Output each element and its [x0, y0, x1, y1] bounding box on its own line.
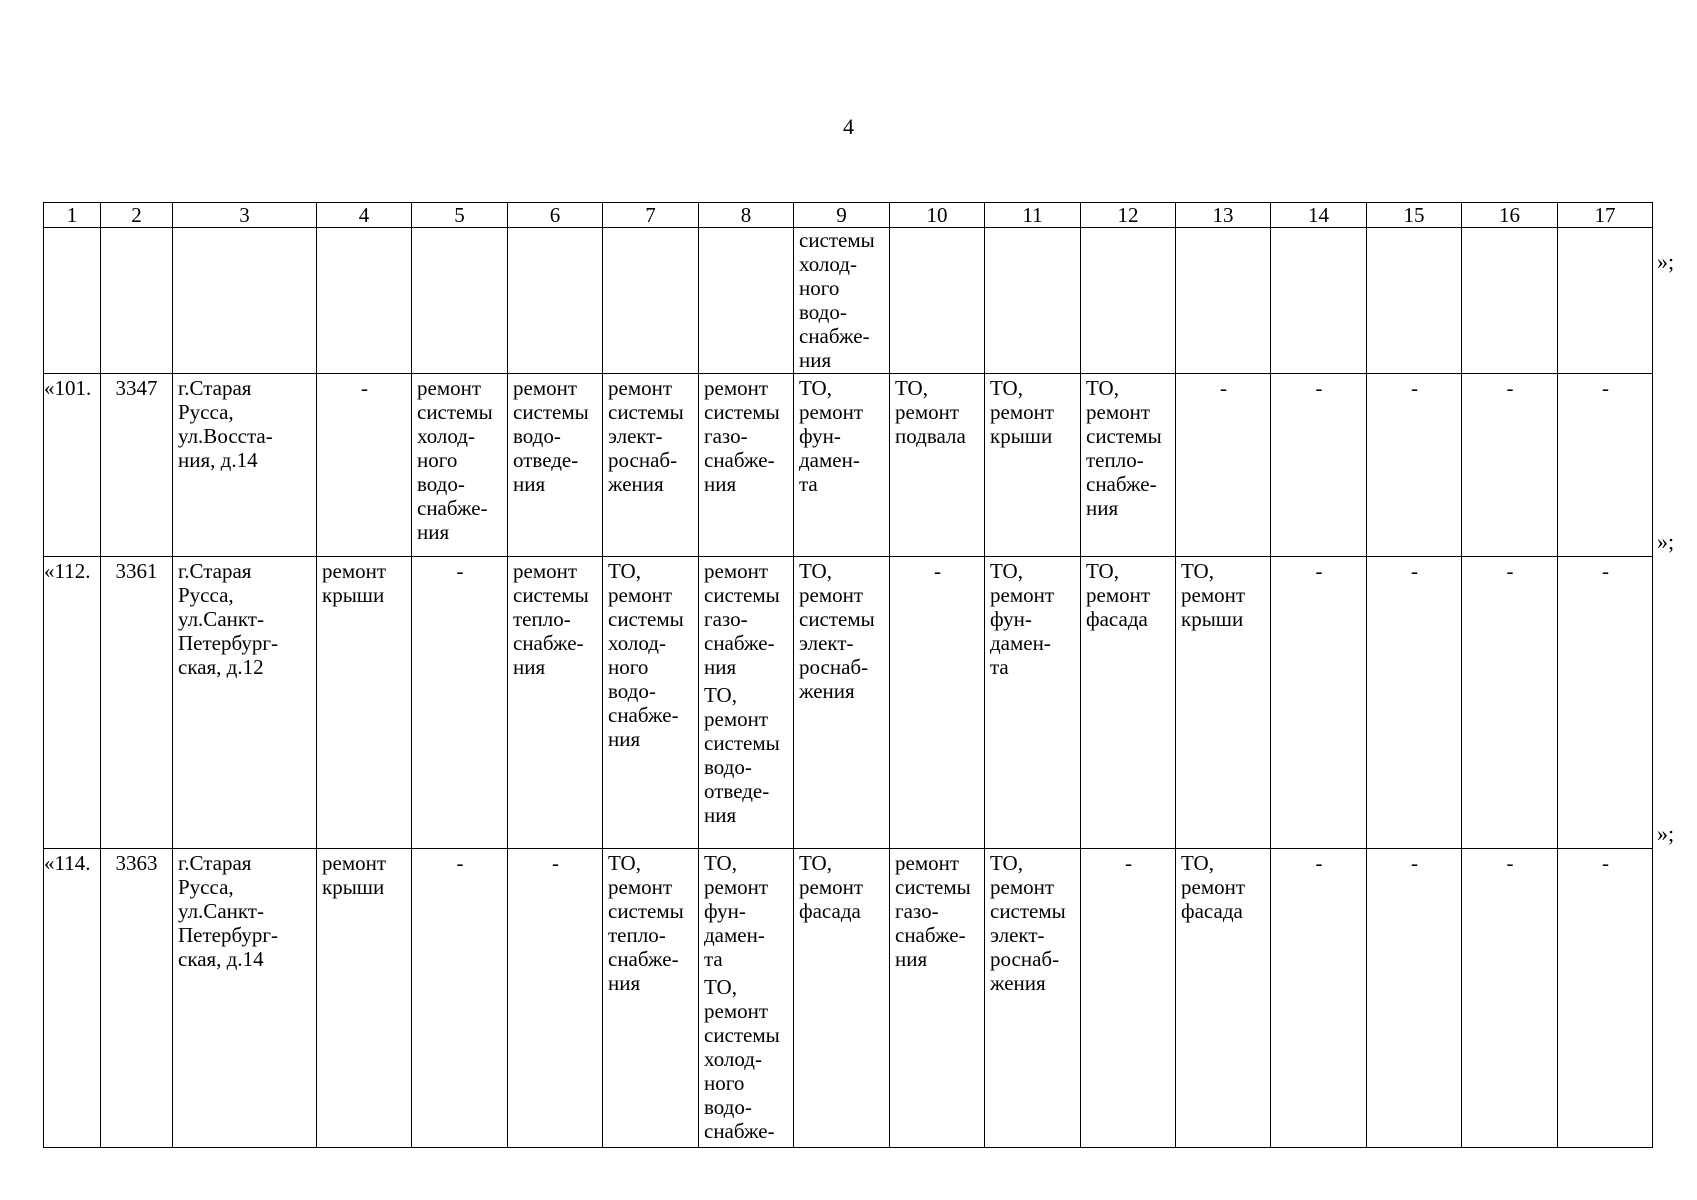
table-cell — [985, 557, 1081, 849]
cell-line: ремонт — [513, 376, 578, 400]
column-number: 8 — [699, 203, 794, 228]
cell-line: ния — [608, 727, 641, 751]
cell-line: ния — [704, 803, 737, 827]
cell-line: Русса, — [178, 583, 234, 607]
cell-line: холод- — [799, 252, 857, 276]
cell-line: ремонт — [608, 875, 673, 899]
cell-line: ремонт — [608, 376, 673, 400]
cell-line: ного — [704, 1071, 745, 1095]
table-cell: - — [1462, 849, 1558, 1148]
cell-line: ремонт — [704, 707, 769, 731]
cell-line: системы — [1086, 424, 1162, 448]
object-code: 3361 — [101, 557, 173, 849]
cell-line: водо- — [608, 679, 656, 703]
table-cell — [1081, 374, 1176, 557]
table-cell — [508, 557, 603, 849]
table-cell: - — [1558, 374, 1653, 557]
cell-line: снабже- — [608, 703, 679, 727]
cell-line: ния — [417, 520, 450, 544]
table-cell: - — [412, 557, 508, 849]
cell-line: газо- — [704, 424, 748, 448]
cell-line: ремонт — [1086, 583, 1151, 607]
cell-line: фун- — [799, 424, 841, 448]
cell-line: снабже- — [1086, 472, 1157, 496]
table-cell — [794, 557, 890, 849]
cell-line: системы — [799, 228, 875, 252]
work-entry — [704, 975, 789, 1143]
table-cell — [1367, 228, 1462, 374]
cell-line: снабже- — [704, 1119, 775, 1143]
column-number: 1 — [44, 203, 101, 228]
cell-line: элект- — [608, 424, 663, 448]
table-cell — [890, 228, 985, 374]
column-number: 15 — [1367, 203, 1462, 228]
cell-line: ул.Восста- — [178, 424, 273, 448]
page-number: 4 — [843, 114, 854, 139]
cell-line: системы — [704, 400, 780, 424]
cell-line: ремонт — [322, 559, 387, 583]
row-closing-quote: »; — [1657, 249, 1675, 274]
cell-line: роснаб- — [608, 448, 678, 472]
row-index: «112. — [44, 557, 101, 849]
cell-line: ния — [513, 472, 546, 496]
table-cell — [412, 374, 508, 557]
table-cell: - — [1271, 374, 1367, 557]
cell-line: ТО, — [704, 851, 737, 875]
table-cell — [317, 228, 412, 374]
cell-line: ния — [704, 472, 737, 496]
cell-line: водо- — [704, 1095, 752, 1119]
cell-line: ТО, — [1181, 851, 1214, 875]
cell-line: ремонт — [513, 559, 578, 583]
cell-line: ТО, — [799, 851, 832, 875]
table-cell — [890, 849, 985, 1148]
address-cell — [173, 557, 317, 849]
cell-line: ТО, — [608, 559, 641, 583]
cell-line: ремонт — [1181, 875, 1246, 899]
cell-line: системы — [799, 607, 875, 631]
cell-line: крыши — [990, 424, 1053, 448]
column-number: 5 — [412, 203, 508, 228]
table-cell — [1081, 228, 1176, 374]
cell-line: системы — [608, 607, 684, 631]
cell-line: фун- — [704, 899, 746, 923]
table-cell: - — [1367, 374, 1462, 557]
table-cell: - — [1271, 849, 1367, 1148]
cell-line: снабже- — [799, 324, 870, 348]
cell-line: снабже- — [417, 496, 488, 520]
table-cell — [603, 228, 699, 374]
cell-line: ТО, — [895, 376, 928, 400]
table-cell: - — [1558, 849, 1653, 1148]
column-number: 6 — [508, 203, 603, 228]
table-cell — [985, 374, 1081, 557]
cell-line: ТО, — [990, 559, 1023, 583]
cell-line: отведе- — [513, 448, 579, 472]
cell-line: холод- — [704, 1047, 762, 1071]
address-cell — [173, 374, 317, 557]
cell-line: системы — [608, 400, 684, 424]
cell-line: ТО, — [1181, 559, 1214, 583]
cell-line: ремонт — [704, 376, 769, 400]
cell-line: ТО, — [799, 376, 832, 400]
cell-line: ская, д.14 — [178, 947, 264, 971]
cell-line: тепло- — [513, 607, 571, 631]
cell-line: крыши — [322, 583, 385, 607]
cell-line: ного — [799, 276, 840, 300]
table-cell — [985, 228, 1081, 374]
cell-line: ного — [608, 655, 649, 679]
cell-line: фасада — [1181, 899, 1243, 923]
row-index: «101. — [44, 374, 101, 557]
table-cell — [699, 228, 794, 374]
table-cell: - — [890, 557, 985, 849]
cell-line: ремонт — [1181, 583, 1246, 607]
cell-line: ния, д.14 — [178, 448, 258, 472]
cell-line: ния — [895, 947, 928, 971]
cell-line: ТО, — [1086, 376, 1119, 400]
column-number-row — [44, 203, 1653, 228]
cell-line: ская, д.12 — [178, 655, 264, 679]
table-cell — [317, 849, 412, 1148]
column-number: 12 — [1081, 203, 1176, 228]
cell-line: ремонт — [608, 583, 673, 607]
cell-line: г.Старая — [178, 376, 252, 400]
cell-line: фасада — [1086, 607, 1148, 631]
cell-line: элект- — [799, 631, 854, 655]
table-cell — [1558, 228, 1653, 374]
cell-line: системы — [704, 583, 780, 607]
table-cell: - — [412, 849, 508, 1148]
cell-line: тепло- — [608, 923, 666, 947]
table-row-continuation — [44, 228, 1653, 374]
cell-line: ТО, — [799, 559, 832, 583]
table-cell — [603, 374, 699, 557]
cell-line: подвала — [895, 424, 966, 448]
cell-line: дамен- — [799, 448, 860, 472]
row-closing-quote: »; — [1657, 821, 1675, 846]
cell-line: системы — [513, 400, 589, 424]
cell-line: дамен- — [990, 631, 1051, 655]
address-cell — [173, 849, 317, 1148]
cell-line: ремонт — [799, 400, 864, 424]
table-cell: - — [1462, 557, 1558, 849]
cell-line: роснаб- — [799, 655, 869, 679]
cell-line: ТО, — [608, 851, 641, 875]
cell-line: жения — [799, 679, 855, 703]
column-number: 7 — [603, 203, 699, 228]
column-number: 13 — [1176, 203, 1271, 228]
cell-line: ремонт — [704, 875, 769, 899]
cell-line: ремонт — [895, 400, 960, 424]
table-cell — [101, 228, 173, 374]
cell-line: снабже- — [704, 448, 775, 472]
cell-line: фасада — [799, 899, 861, 923]
cell-line: тепло- — [1086, 448, 1144, 472]
cell-line: ремонт — [704, 559, 769, 583]
table-cell — [44, 228, 101, 374]
cell-line: системы — [513, 583, 589, 607]
cell-line: ремонт — [704, 999, 769, 1023]
table-cell — [603, 849, 699, 1148]
cell-line: холод- — [608, 631, 666, 655]
column-number: 11 — [985, 203, 1081, 228]
table-cell — [1176, 228, 1271, 374]
cell-line: та — [990, 655, 1009, 679]
cell-line: ремонт — [799, 875, 864, 899]
cell-line: роснаб- — [990, 947, 1060, 971]
table-cell — [794, 228, 890, 374]
work-entry — [704, 851, 789, 971]
cell-line: газо- — [895, 899, 939, 923]
cell-line: системы — [417, 400, 493, 424]
cell-line: Русса, — [178, 400, 234, 424]
cell-line: ТО, — [704, 683, 737, 707]
cell-line: та — [704, 947, 723, 971]
table-cell: - — [1367, 557, 1462, 849]
cell-line: ремонт — [322, 851, 387, 875]
table-cell: - — [317, 374, 412, 557]
cell-line: водо- — [799, 300, 847, 324]
cell-line: ния — [513, 655, 546, 679]
table-cell — [1176, 557, 1271, 849]
cell-line: ния — [704, 655, 737, 679]
table-cell — [1176, 849, 1271, 1148]
cell-line: ТО, — [704, 975, 737, 999]
table-row-114 — [44, 849, 1653, 1148]
table-cell — [412, 228, 508, 374]
table-cell — [794, 374, 890, 557]
column-number: 4 — [317, 203, 412, 228]
table-row-101 — [44, 374, 1653, 557]
table-cell: - — [1558, 557, 1653, 849]
row-index: «114. — [44, 849, 101, 1148]
cell-line: крыши — [322, 875, 385, 899]
cell-line: ремонт — [417, 376, 482, 400]
cell-line: ремонт — [990, 400, 1055, 424]
table-cell — [317, 557, 412, 849]
cell-line: та — [799, 472, 818, 496]
cell-line: водо- — [704, 755, 752, 779]
object-code: 3363 — [101, 849, 173, 1148]
cell-line: ремонт — [990, 875, 1055, 899]
cell-line: г.Старая — [178, 559, 252, 583]
cell-line: снабже- — [513, 631, 584, 655]
cell-line: системы — [704, 1023, 780, 1047]
table-cell — [1462, 228, 1558, 374]
cell-line: газо- — [704, 607, 748, 631]
cell-line: снабже- — [608, 947, 679, 971]
cell-line: ния — [799, 348, 832, 372]
table-cell — [1271, 228, 1367, 374]
column-number: 3 — [173, 203, 317, 228]
cell-line: водо- — [417, 472, 465, 496]
column-number: 14 — [1271, 203, 1367, 228]
table-cell — [890, 374, 985, 557]
cell-line: ул.Санкт- — [178, 607, 264, 631]
work-entry — [704, 559, 789, 679]
cell-line: системы — [608, 899, 684, 923]
table-cell — [603, 557, 699, 849]
cell-line: ного — [417, 448, 458, 472]
cell-line: водо- — [513, 424, 561, 448]
table-cell: - — [1176, 374, 1271, 557]
cell-line: ремонт — [1086, 400, 1151, 424]
cell-line: ния — [608, 971, 641, 995]
cell-line: ТО, — [990, 851, 1023, 875]
column-number: 2 — [101, 203, 173, 228]
table-cell: - — [1081, 849, 1176, 1148]
cell-line: отведе- — [704, 779, 770, 803]
cell-line: жения — [990, 971, 1046, 995]
table-cell — [508, 374, 603, 557]
cell-line: холод- — [417, 424, 475, 448]
cell-line: ул.Санкт- — [178, 899, 264, 923]
cell-line: снабже- — [895, 923, 966, 947]
cell-line: фун- — [990, 607, 1032, 631]
cell-line: системы — [704, 731, 780, 755]
cell-line: системы — [990, 899, 1066, 923]
column-number: 17 — [1558, 203, 1653, 228]
work-entry — [704, 683, 789, 827]
table-cell: - — [1367, 849, 1462, 1148]
table-cell — [1081, 557, 1176, 849]
row-closing-quote: »; — [1657, 529, 1675, 554]
cell-line: ТО, — [990, 376, 1023, 400]
cell-line: системы — [895, 875, 971, 899]
table-cell: - — [508, 849, 603, 1148]
cell-line: ния — [1086, 496, 1119, 520]
cell-line: крыши — [1181, 607, 1244, 631]
cell-line: ремонт — [990, 583, 1055, 607]
table-cell — [985, 849, 1081, 1148]
table-cell — [508, 228, 603, 374]
table-cell — [699, 849, 794, 1148]
column-number: 9 — [794, 203, 890, 228]
table-row-112 — [44, 557, 1653, 849]
cell-line: дамен- — [704, 923, 765, 947]
table-cell: - — [1462, 374, 1558, 557]
cell-line: элект- — [990, 923, 1045, 947]
table-cell: - — [1271, 557, 1367, 849]
object-code: 3347 — [101, 374, 173, 557]
cell-line: Русса, — [178, 875, 234, 899]
table-cell — [699, 374, 794, 557]
cell-line: Петербург- — [178, 923, 278, 947]
column-number: 16 — [1462, 203, 1558, 228]
column-number: 10 — [890, 203, 985, 228]
repair-schedule-table — [43, 202, 1653, 1148]
table-cell — [699, 557, 794, 849]
cell-line: снабже- — [704, 631, 775, 655]
cell-line: г.Старая — [178, 851, 252, 875]
table-cell — [794, 849, 890, 1148]
cell-line: ТО, — [1086, 559, 1119, 583]
cell-line: Петербург- — [178, 631, 278, 655]
cell-line: ремонт — [799, 583, 864, 607]
table-cell — [173, 228, 317, 374]
cell-line: ремонт — [895, 851, 960, 875]
cell-line: жения — [608, 472, 664, 496]
